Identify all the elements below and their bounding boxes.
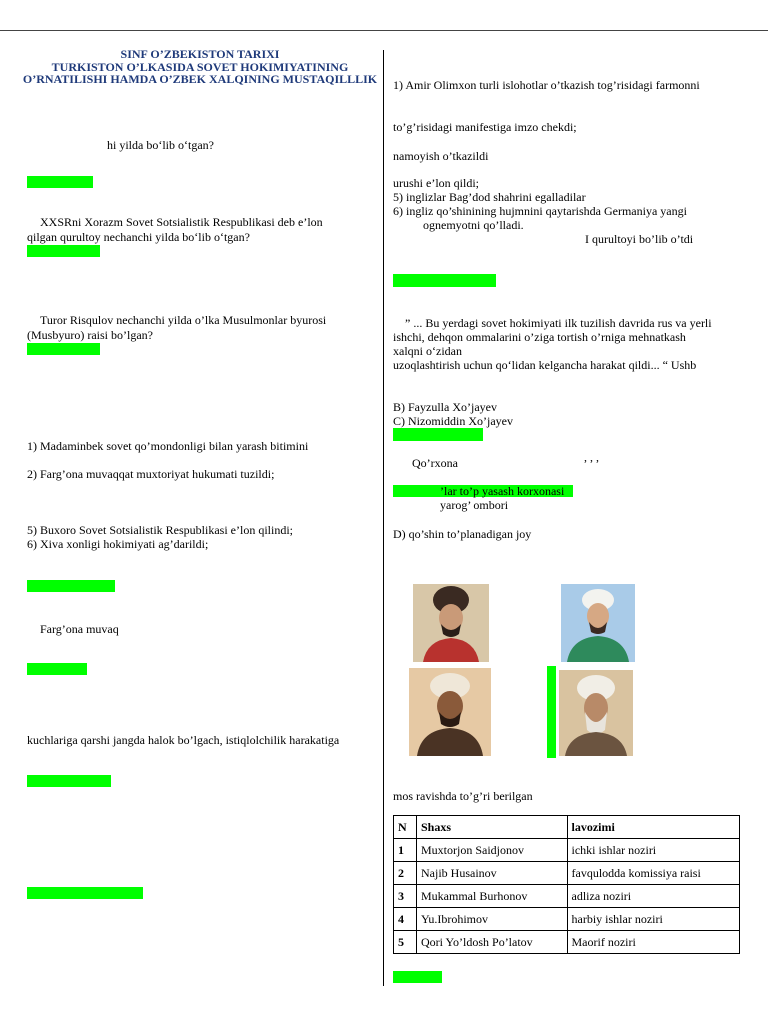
column-divider: [383, 50, 384, 986]
question-3-line-2: (Musbyuro) raisi bo’lgan?: [27, 328, 153, 342]
table-row: [394, 885, 740, 908]
answer-highlight-portrait: [547, 666, 556, 758]
row-person: Muxtorjon Saidjonov: [417, 839, 568, 862]
header-shaxs: Shaxs: [417, 816, 568, 839]
title-line-1: SINF O’ZBEKISTON TARIXI: [120, 47, 280, 61]
right-item-1: 1) Amir Olimxon turli islohotlar o’tkazish tog’risidagi farmonni: [393, 78, 700, 92]
answer-highlight-6: [27, 775, 111, 787]
table-row: [394, 931, 740, 954]
row-person: Mukammal Burhonov: [417, 885, 568, 908]
question-5-text: Farg’ona muvaq: [40, 622, 119, 636]
row-position: favqulodda komissiya raisi: [567, 862, 740, 885]
top-rule: [0, 30, 768, 31]
row-position: Maorif noziri: [567, 931, 740, 954]
header-n: N: [394, 816, 417, 839]
row-number: 3: [394, 885, 417, 908]
answer-highlight-4: [27, 580, 115, 592]
right-item-5: 5) inglizlar Bag’dod shahrini egalladilar: [393, 190, 586, 204]
right-item-6a: 6) ingliz qo’shinining hujmnini qaytarishda Germaniya yangi: [393, 204, 687, 218]
list-item-6: 6) Xiva xonligi hokimiyati ag’darildi;: [27, 537, 209, 551]
row-number: 4: [394, 908, 417, 931]
row-position: harbiy ishlar noziri: [567, 908, 740, 931]
answer-highlight-8: [393, 274, 496, 287]
ombori-label: yarog’ ombori: [440, 498, 509, 512]
list-item-5: 5) Buxoro Sovet Sotsialistik Respublikasi e’lon qilindi;: [27, 523, 293, 537]
answer-highlight-9: [393, 428, 483, 441]
option-c: C) Nizomiddin Xo’jayev: [393, 414, 513, 428]
table-row: [394, 862, 740, 885]
option-d: D) qo’shin to’planadigan joy: [393, 527, 532, 541]
portrait-3: [409, 668, 491, 756]
page-title: [20, 48, 380, 86]
question-7-text: kuchlariga qarshi jangda halok bo’lgach, istiqlolchilik harakatiga: [27, 733, 340, 747]
right-item-4: urushi e’lon qildi;: [393, 176, 479, 190]
roles-table: [393, 815, 740, 954]
option-b: B) Fayzulla Xo’jayev: [393, 400, 497, 414]
row-person: Qori Yo’ldosh Po’latov: [417, 931, 568, 954]
title-line-2: TURKISTON O’LKASIDA SOVET HOKIMIYATINING: [51, 59, 349, 74]
answer-highlight-1: [27, 176, 93, 188]
title-line-3: O’RNATILISHI HAMDA O’ZBEK XALQINING MUSTAQILLLIK: [22, 72, 378, 86]
quote-line-1: ” ... Bu yerdagi sovet hokimiyati ilk tuzilish davrida rus va yerli: [405, 316, 712, 330]
row-number: 5: [394, 931, 417, 954]
right-item-6b: ognemyotni qo’lladi.: [423, 218, 524, 232]
right-item-3: namoyish o’tkazildi: [393, 149, 489, 163]
quote-line-2: ishchi, dehqon ommalarini o’ziga tortish o’rniga mehnatkash: [393, 330, 686, 344]
question-1-text: hi yilda bo‘lib o‘tgan?: [107, 138, 214, 152]
answer-highlight-3: [27, 343, 100, 355]
korxona-label: ’lar to’p yasash korxonasi: [440, 484, 565, 498]
right-item-2: to’g’risidagi manifestiga imzo chekdi;: [393, 120, 577, 134]
list-item-2: 2) Farg’ona muvaqqat muxtoriyat hukumati tuzildi;: [27, 467, 275, 481]
row-number: 1: [394, 839, 417, 862]
table-row: [394, 908, 740, 931]
row-person: Najib Husainov: [417, 862, 568, 885]
portrait-1: [413, 584, 489, 662]
portrait-4: [559, 670, 633, 756]
answer-highlight-5: [27, 663, 87, 675]
row-person: Yu.Ibrohimov: [417, 908, 568, 931]
portrait-2: [561, 584, 635, 662]
qorxona-label: Qo’rxona: [412, 456, 458, 470]
quote-marks: , , ,: [584, 450, 599, 464]
list-item-1: 1) Madaminbek sovet qo’mondonligi bilan yarash bitimini: [27, 439, 309, 453]
answer-highlight-7: [27, 887, 143, 899]
right-item-7: I qurultoyi bo’lib o’tdi: [585, 232, 694, 246]
quote-line-3: xalqni o‘zidan: [393, 344, 462, 358]
row-number: 2: [394, 862, 417, 885]
quote-line-4: uzoqlashtirish uchun qo‘lidan kelgancha harakat qildi... “ Ushb: [393, 358, 697, 372]
row-position: ichki ishlar noziri: [567, 839, 740, 862]
match-question: mos ravishda to’g’ri berilgan: [393, 789, 533, 803]
question-2-line-2: qilgan qurultoy nechanchi yilda bo‘lib o‘tgan?: [27, 230, 250, 244]
header-lavozimi: lavozimi: [567, 816, 740, 839]
answer-highlight-2: [27, 245, 100, 257]
question-3-line-1: Turor Risqulov nechanchi yilda o’lka Musulmonlar byurosi: [40, 313, 327, 327]
question-2-line-1: XXSRni Xorazm Sovet Sotsialistik Respublikasi deb e’lon: [40, 215, 323, 229]
row-position: adliza noziri: [567, 885, 740, 908]
table-row: [394, 839, 740, 862]
answer-highlight-11: [393, 971, 442, 983]
table-header-row: [394, 816, 740, 839]
